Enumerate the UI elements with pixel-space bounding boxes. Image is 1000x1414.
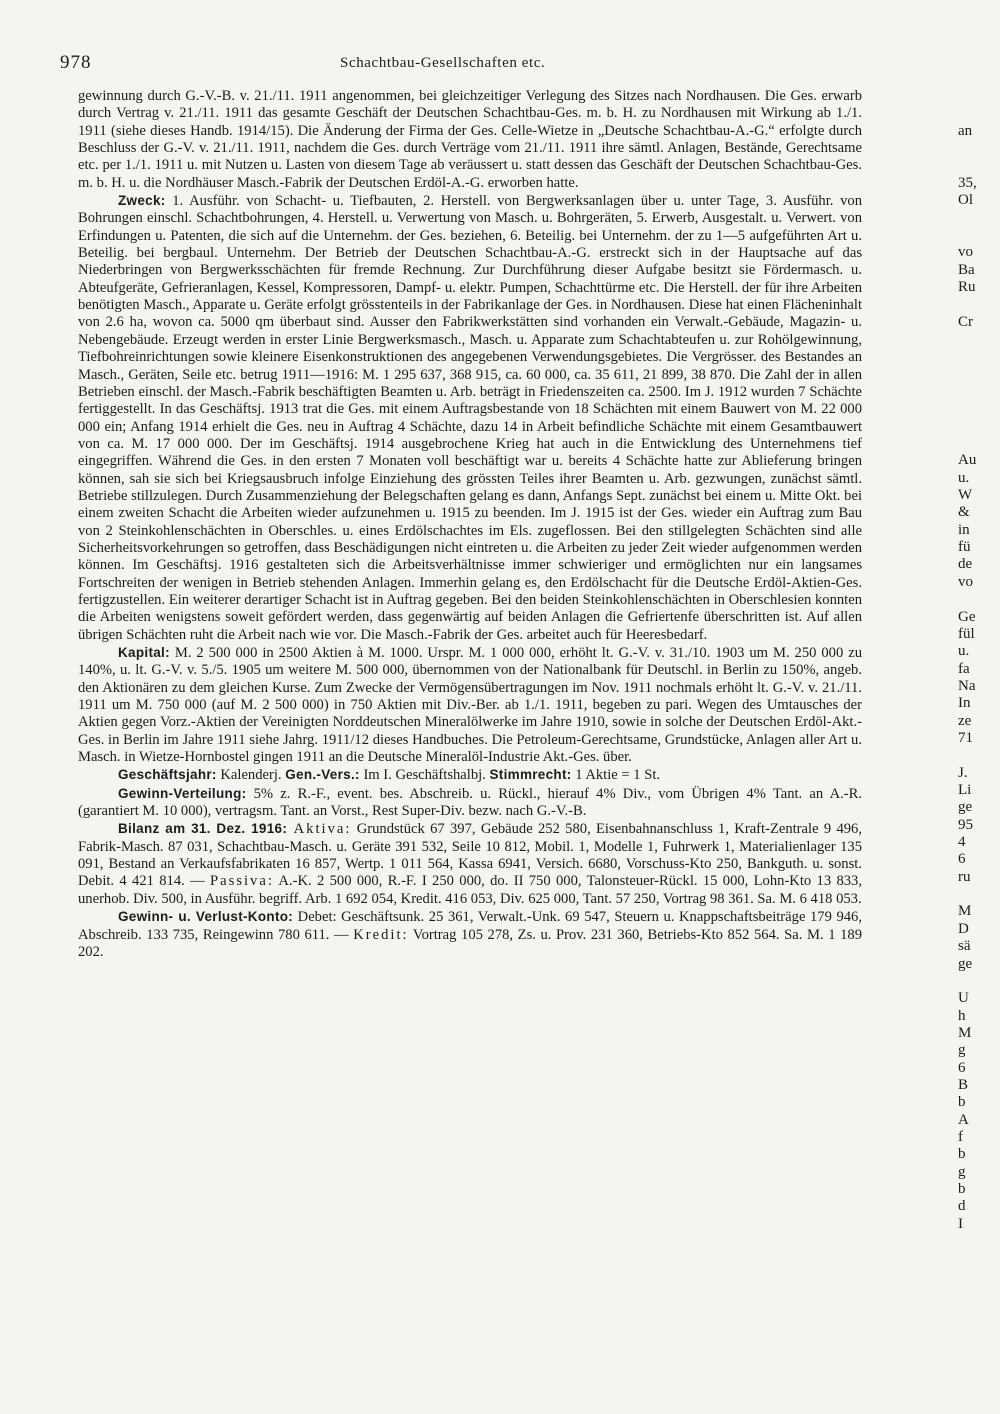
aktiva-text: Grundstück 67 397, Gebäude 252 580, Eisenbahnanschluss 1, Kraft-Zentrale 9 496, Fabrik-Masch. 87 031, Schachtbau-Masch. u. Geräte 391 532, Seile 10 812, Mobil. 1, Modelle 1, Fuhrwerk 1, Materialienlager 135 091, Bestand an Verkaufsfabrikaten 16 857, Wertp. 1 011 564, Kassa 6941, Versich. 6680, Vorschuss-Kto 250, Bankguth. u. sonst. Debit. 4 421 814. — [78,821,862,890]
gutter-fragment: 95 [958,816,973,833]
kapital-text: M. 2 500 000 in 2500 Aktien à M. 1000. Urspr. M. 1 000 000, erhöht lt. G.-V. v. 31./10. 1903 um M. 250 000 zu 140%, u. lt. G.-V. v. 5./5. 1905 um weitere M. 500 000, übernommen von der Nationalbank für Deutschl. in Berlin zu 150%, angeb. den Aktionären zu dem gleichen Kurse. Zum Zwecke der Vermögensübertragungen im Nov. 1911 nochmals erhöht lt. G.-V. v. 21./11. 1911 um M. 750 000 (auf M. 2 500 000) in 750 Aktien mit Div.-Ber. ab 1./1. 1911, begeben zu pari. Wegen des Umtausches der Aktien gegen Vorz.-Aktien der Vereinigten Norddeutschen Mineralölwerke im Jahre 1910, sowie in solche der Deutschen Erdöl-Akt.-Ges. in Berlin im Jahre 1911 siehe Jahrg. 1911/12 dieses Handbuches. Die Petroleum-Gerechtsame, Grundstücke, Anlagen aller Art u. Masch. in Wietze-Hornbostel gingen 1911 an die Deutsche Mineralöl-Industrie Akt.-Ges. über. [78,645,862,766]
page-number: 978 [60,52,92,73]
bilanz-paragraph [78,820,862,908]
gutter-fragment: g [958,1163,966,1180]
gewinn-verteilung-text: 5% z. R.-F., event. bes. Abschreib. u. Rückl., hierauf 4% Div., vom Übrigen 4% Tant. an A.-R. (garantiert M. 10 000), vertragsm. Tant. an Vorst., Rest Super-Div. bezw. nach G.-V.-B. [78,785,862,820]
intro-paragraph: gewinnung durch G.-V.-B. v. 21./11. 1911 angenommen, bei gleichzeitiger Verlegung des Sitzes nach Nordhausen. Die Ges. erwarb durch Vertrag v. 21./11. 1911 das gesamte Geschäft der Deutschen Schachtbau-Ges. m. b. H. zu Nordhausen mit Wirkung ab 1./1. 1911 (siehe dieses Handb. 1914/15). Die Änderung der Firma der Ges. Celle-Wietze in „Deutsche Schachtbau-A.-G.“ erfolgte durch Beschluss der G.-V. v. 21./11. 1911, nachdem die Ges. durch Verträge vom 21./11. 1911 ihre sämtl. Anlagen, Bestände, Gerechtsame etc. per 1./1. 1911 u. mit Nutzen u. Lasten von diesem Tage ab veräussert u. statt dessen das Geschäft der Deutschen Schachtbau-Ges. m. b. H. u. die Nordhäuser Masch.-Fabrik der Deutschen Erdöl-A.-G. erworben hatte. [78,88,862,191]
gutter-fragment: g [958,1042,966,1059]
gutter-fragment: Cr [958,313,973,330]
gutter-fragment: fü [958,539,971,556]
bilanz-label: Bilanz am 31. Dez. 1916: [118,821,288,837]
gutter-fragment: b [958,1094,966,1111]
gewinn-verteilung-label: Gewinn-Verteilung: [118,785,247,801]
stimmrecht-text: 1 Aktie = 1 St. [571,767,661,784]
gutter-fragment: B [958,1076,969,1093]
gutter-fragment: 6 [958,1059,966,1076]
genvers-label: Gen.-Vers.: [285,767,360,783]
gutter-fragment: vo [958,573,973,590]
zweck-label: Zweck: [118,193,166,209]
genvers-text: Im I. Geschäftshalbj. [359,767,490,784]
gutter-fragment: ru [958,868,971,885]
geschaeftsjahr-label: Geschäftsjahr: [118,767,217,783]
gutter-fragment: b [958,1146,966,1163]
gutter-fragment: M [958,903,972,920]
zweck-text: 1. Ausführ. von Schacht- u. Tiefbauten, 2. Herstell. von Bergwerksanlagen über u. unter Tage, 3. Ausführ. von Bohrungen einschl. Schachtbohrungen, 4. Herstell. u. Verwertung von Masch. u. Bohrgeräten, 5. Erwerb, Ausgestalt. u. Verwert. von Erfindungen u. Patenten, die sich auf die Unternehm. der Ges. beziehen, 6. Beteilig. bei Unternehm. der zu 1—5 aufgeführten Art u. Beteilig. bei bergbaul. Unternehm. Der Betrieb der Deutschen Schachtbau-A.-G. erstreckt sich in der Hauptsache auf das Niederbringen von Bergwerksschächten für fremde Rechnung. Zur Durchführung dieser Aufgabe besitzt sie Fördermasch. u. Abteufgeräte, Gefrieranlagen, Kessel, Kompressoren, Dampf- u. elektr. Pumpen, Schachttürme etc. Die Herstell. der für ihre Arbeiten benötigten Masch., Apparate u. Geräte erfolgt grösstenteils in der Fabrikanlage der Ges. in Nordhausen. Diese hat einen Flächeninhalt von 2.6 ha, wovon ca. 5000 qm überbaut sind. Ausser den Fabrikwerkstätten sind vorhanden ein Verwalt.-Gebäude, Magazin- u. Nebengebäude. Erzeugt werden in erster Linie Bergwerksmasch., Masch. u. Apparate zum Schachtabteufen u. zur Rohölgewinnung, Tiefbohreinrichtungen sowie kleinere Eisenkonstruktionen des angegebenen Verwendungsgebietes. Die Vergrösser. des Bestandes an Masch., Geräten, Seile etc. betrug 1911—1916: M. 1 295 637, 368 915, ca. 60 000, ca. 35 611, 21 899, 38 870. Die Zahl der in allen Betrieben einschl. der Masch.-Fabrik beschäftigten Beamten u. Arb. beträgt in Friedenszeiten ca. 2500. Im J. 1912 wurden 7 Schächte fertiggestellt. In das Geschäftsj. 1913 trat die Ges. mit einem Auftragsbestande von 18 Schächten mit einem Bauwert von M. 22 000 000 ein; Anfang 1914 erhielt die Ges. neu in Auftrag 4 Schächte, dazu 14 in Arbeit befindliche Schächte mit einem Gesamtbauwert von ca. M. 17 000 000. Der im Geschäftsj. 1914 ausgebrochene Krieg hat auch in die Entwicklung des Unternehmens tief eingegriffen. Während die Ges. in den ersten 7 Monaten voll beschäftigt war u. bereits 4 Schächte hatte zur Ablieferung bringen können, sah sie sich bei Kriegsausbruch infolge Einziehung des grössten Teiles ihrer Beamten u. Arb. gezwungen, zunächst sämtl. Betriebe stillzulegen. Durch Zusammenziehung der Belegschaften gelang es dann, Anfangs Sept. zunächst bei einem u. Mitte Okt. bei einem zweiten Schacht die Arbeiten wieder aufzunehmen u. 1915 zu beenden. Im J. 1915 ist der Ges. wieder ein Auftrag zum Bau von 2 Steinkohlenschächten in Oberschles. u. eines Erdölschachtes im Els. zugeflossen. Bei den stillgelegten Schächten sind alle Sicherheitsvorkehrungen so getroffen, dass Beschädigungen nicht eintreten u. die Arbeiten zu jeder Zeit wieder aufgenommen werden können. Im Geschäftsj. 1916 gestalteten sich die Arbeitsverhältnisse immer schwieriger und ermöglichten nur ein langsames Fortschreiten der wenigen in Betrieb stehenden Anlagen. Immerhin gelang es, den Erdölschacht für die Deutsche Erdöl-Aktien-Ges. fertigzustellen. Ein weiterer derartiger Schacht ist in Auftrag gegeben. Bei den beiden Steinkohlenschächten in Oberschlesien konnten die Arbeiten wenigstens soweit gefördert werden, dass gegenwärtig auf beiden Anlagen die Gefriertenfe überschritten ist. Auf allen übrigen Schächten ruht die Arbeit nach wie vor. Die Masch.-Fabrik der Ges. arbeitet auch für Heeresbedarf. [78,193,862,643]
gutter-fragment: u. [958,643,970,660]
geschaeftsjahr-paragraph [78,766,862,784]
gutter-fragment: ge [958,799,973,816]
gutter-fragment: sä [958,938,971,955]
gutter-fragment: fül [958,625,975,642]
running-head: Schachtbau-Gesellschaften etc. [340,55,546,71]
gutter-fragment: vo [958,244,973,261]
gutter-fragment: Au [958,452,977,469]
gutter-fragment: f [958,1129,963,1145]
kredit-label: Kredit: [353,926,409,943]
gutter-fragment: Ge [958,608,976,625]
geschaeftsjahr-text: Kalenderj. [216,767,286,784]
zweck-paragraph [78,192,862,644]
gutter-fragment: 35, [958,174,977,191]
gutter-fragment: 4 [958,834,966,851]
passiva-label: Passiva: [210,873,274,890]
gutter-fragment: Li [958,782,972,798]
gutter-fragment: d [958,1198,966,1215]
gutter-fragment: W [958,487,973,504]
gutter-fragment: D [958,920,969,937]
gutter-fragment: Ru [958,278,976,295]
gutter-fragment: Ba [958,261,975,278]
gutter-fragment: & [958,504,970,521]
gutter-fragment: I [958,1215,963,1232]
gutter-fragment: 6 [958,851,966,868]
kapital-paragraph [78,644,862,766]
body-column [78,88,862,961]
gutter-fragment: U [958,990,969,1007]
gutter-fragment: J. [958,764,968,781]
aktiva-label: Aktiva: [287,821,352,838]
gewinn-verlust-label: Gewinn- u. Verlust-Konto: [118,909,294,925]
gutter-fragment: In [958,695,971,712]
gutter-fragment: u. [958,469,970,486]
gutter-fragment: Ol [958,192,973,209]
gutter-fragment: M [958,1024,972,1041]
gutter-fragment: A [958,1111,969,1128]
gutter-fragment: fa [958,660,970,677]
kapital-label: Kapital: [118,645,170,660]
gutter-fragment: 71 [958,729,973,746]
gutter-fragment: ze [958,712,972,729]
adjacent-page-fragment [952,0,1000,1414]
gewinn-verteilung-paragraph [78,785,862,821]
gutter-fragment: de [958,556,973,573]
gewinn-verlust-paragraph [78,908,862,961]
gewinn-verlust-debet-text: Debet: Geschäftsunk. 25 361, Verwalt.-Unk. 69 547, Steuern u. Knappschaftsbeiträge 179 946, Abschreib. 133 735, Reingewinn 780 611. — [78,909,862,943]
gutter-fragment: Na [958,677,976,694]
gutter-fragment: b [958,1181,966,1198]
stimmrecht-label: Stimmrecht: [489,767,572,783]
kredit-text: Vortrag 105 278, Zs. u. Prov. 231 360, Betriebs-Kto 852 564. Sa. M. 1 189 202. [78,926,862,960]
gutter-fragment: h [958,1007,966,1024]
passiva-text: A.-K. 2 500 000, R.-F. I 250 000, do. II 750 000, Talonsteuer-Rückl. 15 000, Lohn-Kto 13 833, unerhob. Div. 500, in Ausführ. begriff. Arb. 1 692 054, Kredit. 416 053, Div. 625 000, Tant. 57 250, Vortrag 98 361. Sa. M. 6 418 053. [78,873,862,907]
gutter-fragment: ge [958,955,973,972]
gutter-fragment: in [958,521,970,538]
gutter-fragment: an [958,122,973,139]
